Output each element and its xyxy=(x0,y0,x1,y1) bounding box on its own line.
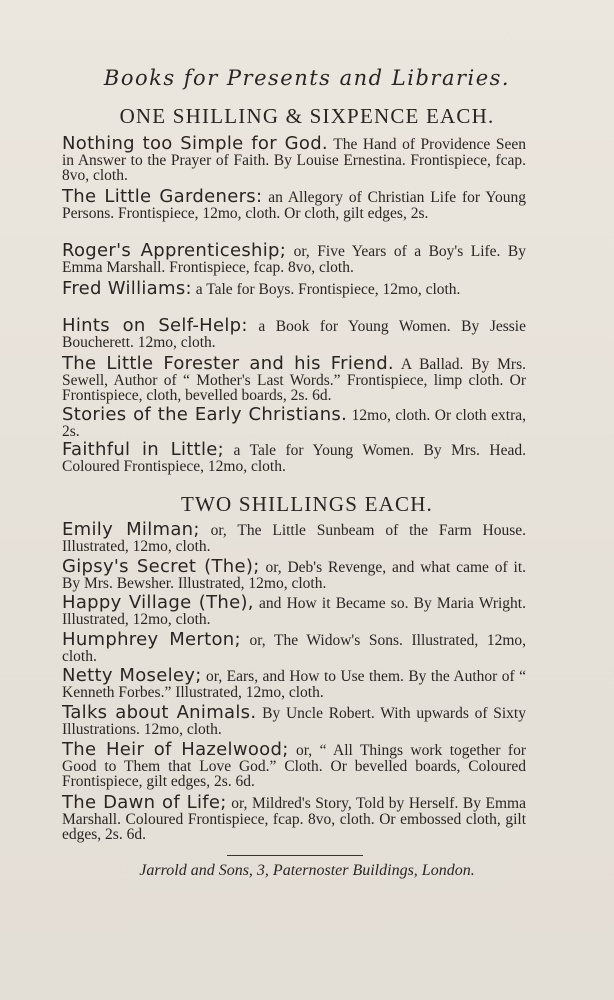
book-description: or, “ All Things work together for Good to Them that Love God.” Cloth. Or bevelled boards, Coloured Frontispiece, gilt edges, 2s. 6d. xyxy=(62,742,526,790)
book-description: and How it Became so. By Maria Wright. Illustrated, 12mo, cloth. xyxy=(62,595,526,628)
book-title: Emily Milman; xyxy=(62,519,200,540)
book-entry xyxy=(62,278,526,318)
book-description: a Tale for Boys. Frontispiece, 12mo, cloth. xyxy=(195,281,461,298)
book-description: or, The Little Sunbeam of the Farm House. Illustrated, 12mo, cloth. xyxy=(62,522,526,555)
book-description: a Tale for Young Women. By Mrs. Head. Coloured Frontispiece, 12mo, cloth. xyxy=(62,442,526,475)
section-title-one-shilling-sixpence: ONE SHILLING & SIXPENCE EACH. xyxy=(119,104,495,128)
book-description: or, Deb's Revenge, and what came of it. By Mrs. Bewsher. Illustrated, 12mo, cloth. xyxy=(62,559,526,592)
book-entry xyxy=(62,792,526,847)
page-heading: Books for Presents and Libraries. xyxy=(103,66,511,90)
book-title: Humphrey Merton; xyxy=(62,629,241,650)
book-entry xyxy=(62,592,526,632)
book-title: Faithful in Little; xyxy=(62,439,224,460)
book-entry xyxy=(62,353,526,407)
book-title: Gipsy's Secret (The); xyxy=(62,556,260,577)
book-entry xyxy=(62,315,526,356)
book-description: By Uncle Robert. With upwards of Sixty Illustrations. 12mo, cloth. xyxy=(62,705,526,738)
book-description: or, The Widow's Sons. Illustrated, 12mo, cloth. xyxy=(62,632,527,665)
book-title: Netty Moseley; xyxy=(62,665,202,686)
book-entry xyxy=(62,133,526,189)
book-description: or, Ears, and How to Use them. By the Author of “ Kenneth Forbes.” Illustrated, 12mo, cloth. xyxy=(62,668,526,701)
book-entry xyxy=(62,404,527,442)
footer-rule xyxy=(227,855,363,856)
section-two-entries xyxy=(62,519,527,847)
book-title: Fred Williams: xyxy=(62,278,192,299)
book-title: Talks about Animals. xyxy=(62,702,257,723)
book-title: The Dawn of Life; xyxy=(62,792,227,813)
book-entry xyxy=(62,439,526,477)
book-entry xyxy=(62,556,526,595)
book-description: a Book for Young Women. By Jessie Boucherett. 12mo, cloth. xyxy=(62,318,526,351)
book-description: or, Mildred's Story, Told by Herself. By Emma Marshall. Coloured Frontispiece, fcap. 8vo, cloth. Or embossed cloth, gilt edges, 2s. 6d. xyxy=(62,795,526,843)
book-title: Nothing too Simple for God. xyxy=(62,133,328,154)
book-description: The Hand of Providence Seen in Answer to the Prayer of Faith. By Louise Ernestina. Frontispiece, fcap. 8vo, cloth. xyxy=(62,136,526,184)
book-description: 12mo, cloth. Or cloth extra, 2s. xyxy=(62,407,527,440)
section-title-two-shillings: TWO SHILLINGS EACH. xyxy=(180,492,434,516)
publisher-footer: Jarrold and Sons, 3, Paternoster Buildings, London. xyxy=(139,862,475,879)
section-one-entries xyxy=(62,133,527,477)
book-title: Roger's Apprenticeship; xyxy=(62,240,287,261)
book-title: Hints on Self-Help: xyxy=(62,315,248,336)
book-entry xyxy=(62,702,526,742)
book-title: The Little Forester and his Friend. xyxy=(62,353,394,374)
book-description: an Allegory of Christian Life for Young Persons. Frontispiece, 12mo, cloth. Or cloth, gilt edges, 2s. xyxy=(62,189,527,222)
book-entry xyxy=(62,519,526,559)
book-description: or, Five Years of a Boy's Life. By Emma Marshall. Frontispiece, fcap. 8vo, cloth. xyxy=(62,243,526,276)
book-entry xyxy=(62,739,526,795)
book-entry xyxy=(62,665,526,705)
book-entry xyxy=(62,240,526,281)
book-description: A Ballad. By Mrs. Sewell, Author of “ Mother's Last Words.” Frontispiece, limp cloth. Or Frontispiece, cloth, bevelled boards, 2s. 6d. xyxy=(62,356,526,404)
book-entry xyxy=(62,186,527,243)
book-title: The Little Gardeners: xyxy=(62,186,263,207)
book-title: Happy Village (The), xyxy=(62,592,254,613)
book-entry xyxy=(62,629,527,668)
book-title: The Heir of Hazelwood; xyxy=(62,739,289,760)
book-title: Stories of the Early Christians. xyxy=(62,404,348,425)
